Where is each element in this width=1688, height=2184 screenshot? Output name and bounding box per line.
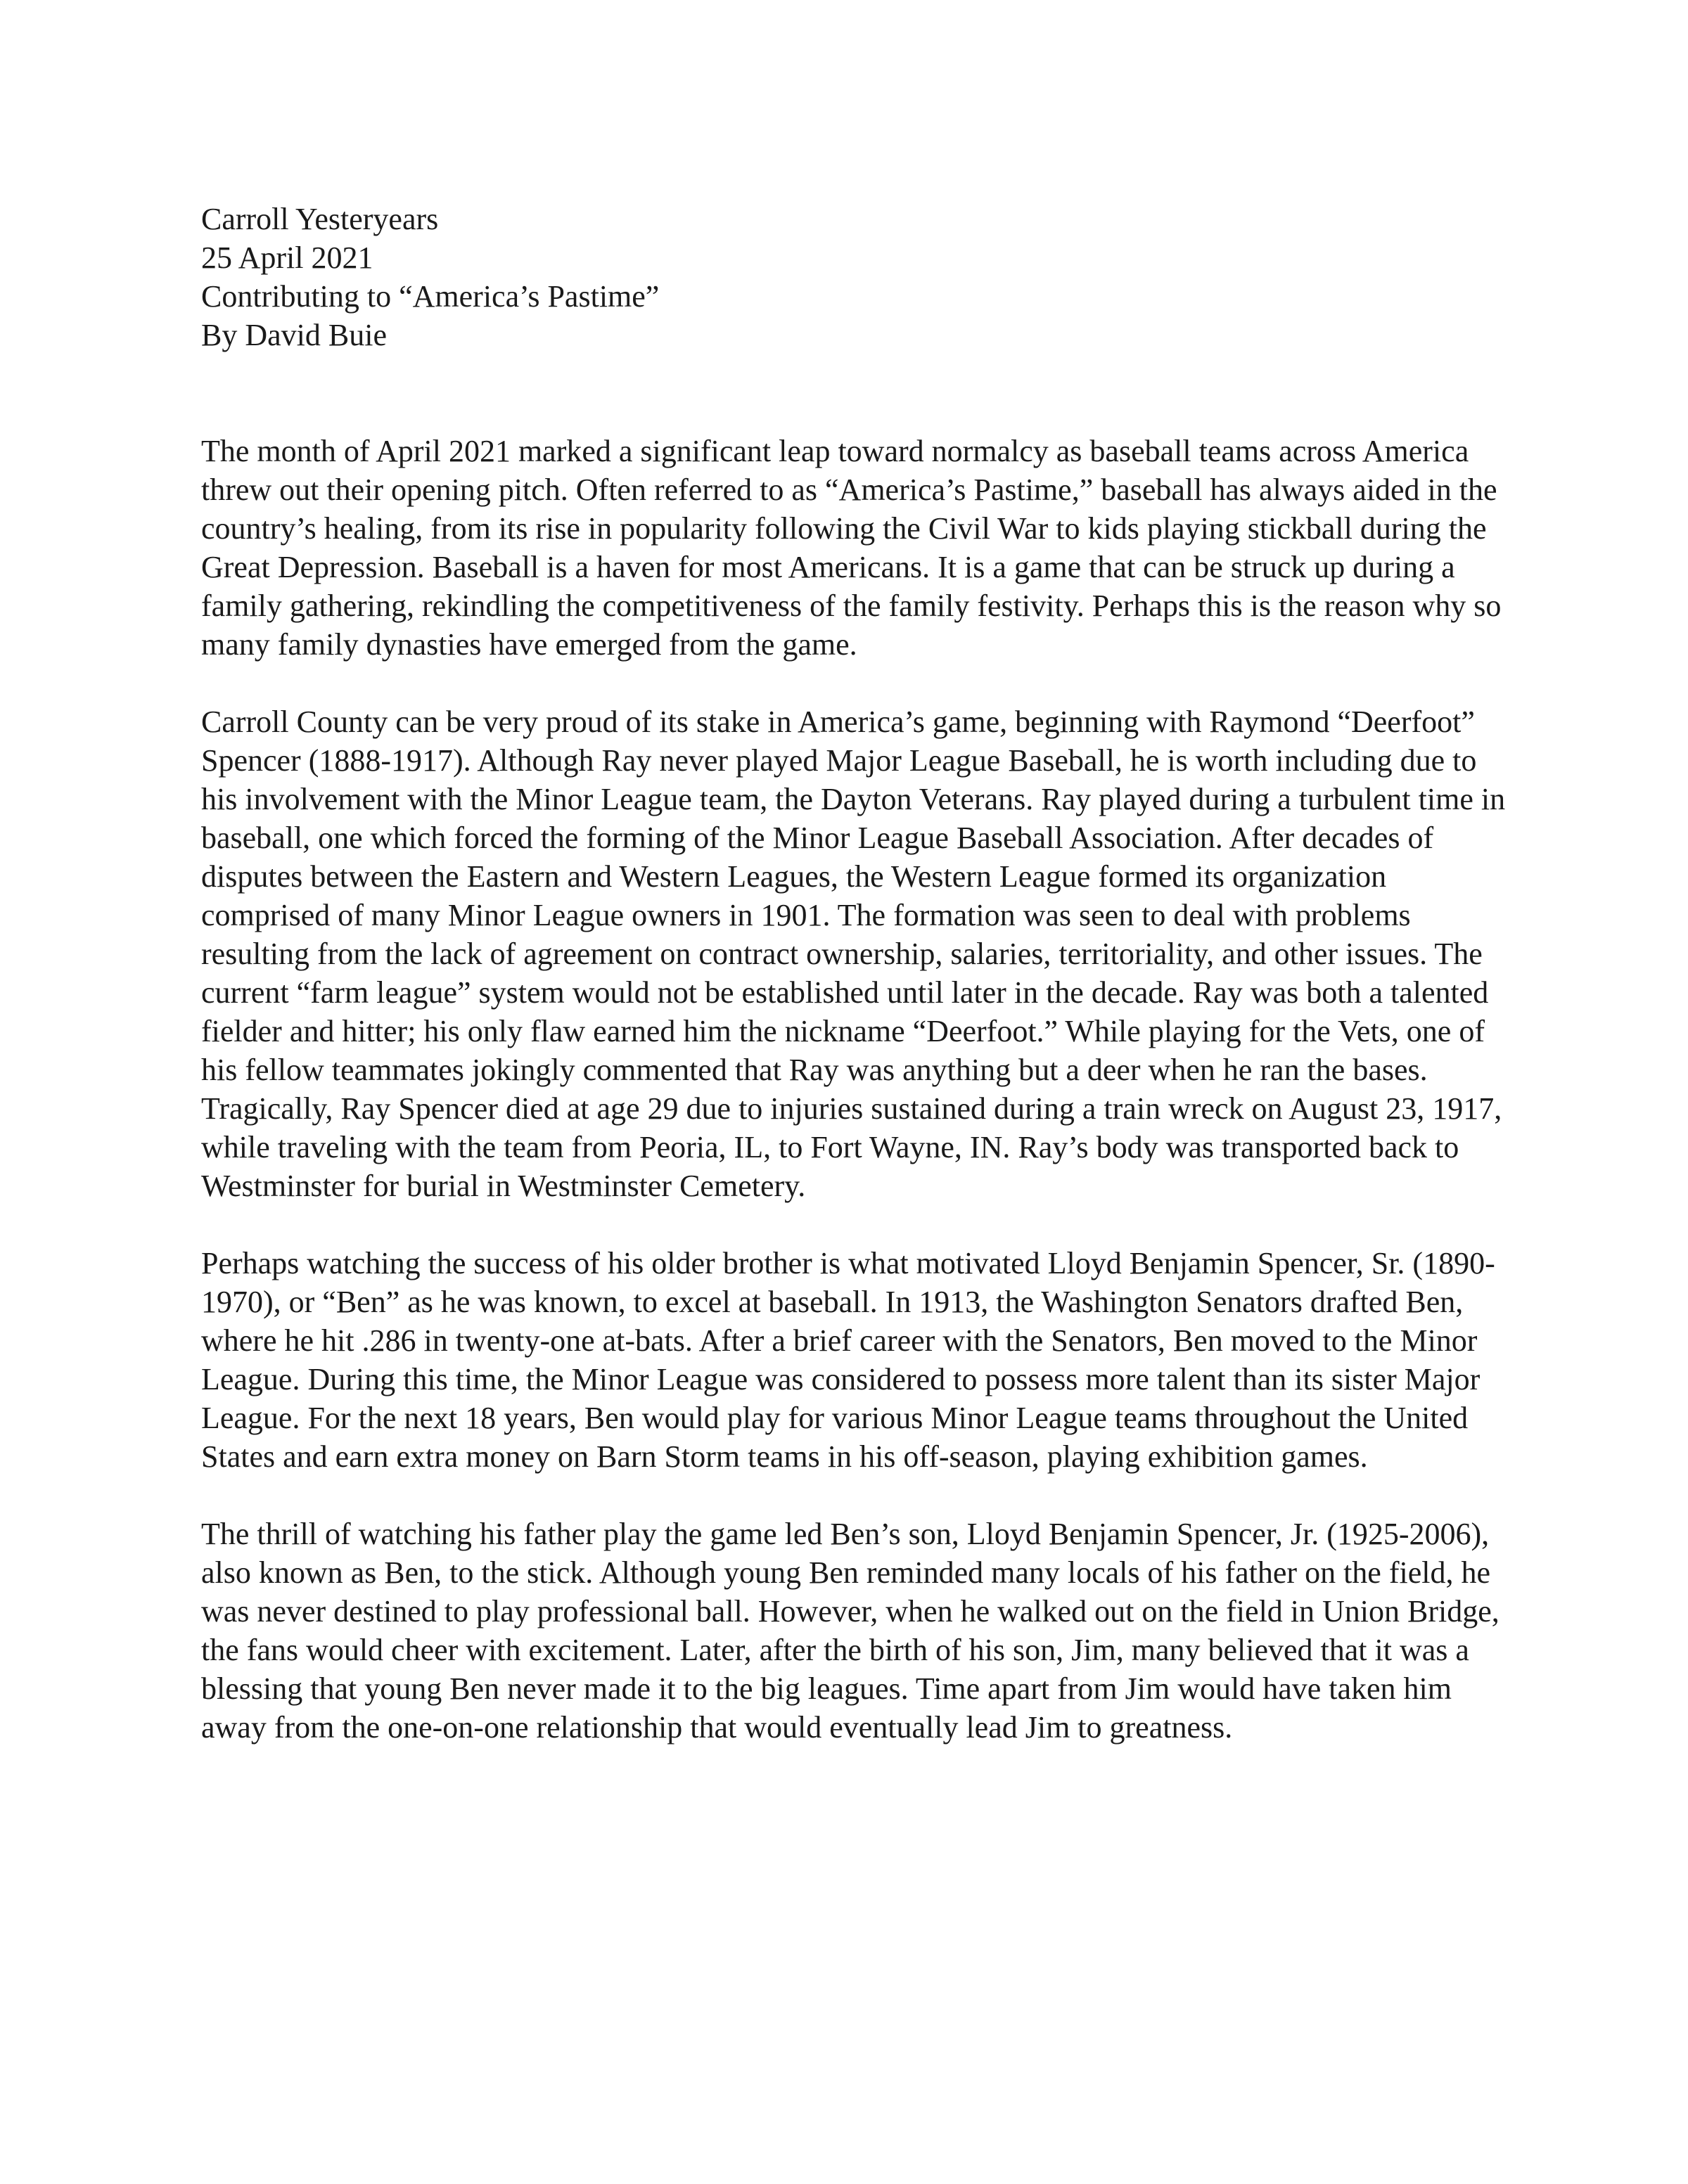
article-content <box>201 200 1509 1785</box>
paragraph-4: The thrill of watching his father play the game led Ben’s son, Lloyd Benjamin Spencer, Jr. (1925-2006), also known as Ben, to the stick. Although young Ben reminded many locals of his father on the field, he was never destined to play professional ball. However, when he walked out on the field in Union Bridge, the fans would cheer with excitement. Later, after the birth of his son, Jim, many believed that it was a blessing that young Ben never made it to the big leagues. Time apart from Jim would have taken him away from the one-on-one relationship that would eventually lead Jim to greatness. <box>201 1517 1500 1745</box>
column-name: Carroll Yesteryears <box>201 202 439 236</box>
paragraph-1: The month of April 2021 marked a significant leap toward normalcy as baseball teams across America threw out their opening pitch. Often referred to as “America’s Pastime,” baseball has always aided in the country’s healing, from its rise in popularity following the Civil War to kids playing stickball during the Great Depression. Baseball is a haven for most Americans. It is a game that can be struck up during a family gathering, rekindling the competitiveness of the family festivity. Perhaps this is the reason why so many family dynasties have emerged from the game. <box>201 434 1502 662</box>
paragraph-3: Perhaps watching the success of his older brother is what motivated Lloyd Benjamin Spencer, Sr. (1890-1970), or “Ben” as he was known, to excel at baseball. In 1913, the Washington Senators drafted Ben, where he hit .286 in twenty-one at-bats. After a brief career with the Senators, Ben moved to the Minor League. During this time, the Minor League was considered to possess more talent than its sister Major League. For the next 18 years, Ben would play for various Minor League teams throughout the United States and earn extra money on Barn Storm teams in his off-season, playing exhibition games. <box>201 1246 1495 1474</box>
article-byline: By David Buie <box>201 318 387 352</box>
paragraph-2: Carroll County can be very proud of its stake in America’s game, beginning with Raymond “Deerfoot” Spencer (1888-1917). Although Ray never played Major League Baseball, he is worth including due to his involvement with the Minor League team, the Dayton Veterans. Ray played during a turbulent time in baseball, one which forced the forming of the Minor League Baseball Association. After decades of disputes between the Eastern and Western Leagues, the Western League formed its organization comprised of many Minor League owners in 1901. The formation was seen to deal with problems resulting from the lack of agreement on contract ownership, salaries, territoriality, and other issues. The current “farm league” system would not be established until later in the decade. Ray was both a talented fielder and hitter; his only flaw earned him the nickname “Deerfoot.” While playing for the Vets, one of his fellow teammates jokingly commented that Ray was anything but a deer when he ran the bases. Tragically, Ray Spencer died at age 29 due to injuries sustained during a train wreck on August 23, 1917, while traveling with the team from Peoria, IL, to Fort Wayne, IN. Ray’s body was transported back to Westminster for burial in Westminster Cemetery. <box>201 705 1506 1203</box>
article-header <box>201 200 1509 354</box>
article-date: 25 April 2021 <box>201 240 373 275</box>
article-body <box>201 432 1509 1747</box>
article-title: Contributing to “America’s Pastime” <box>201 279 660 314</box>
